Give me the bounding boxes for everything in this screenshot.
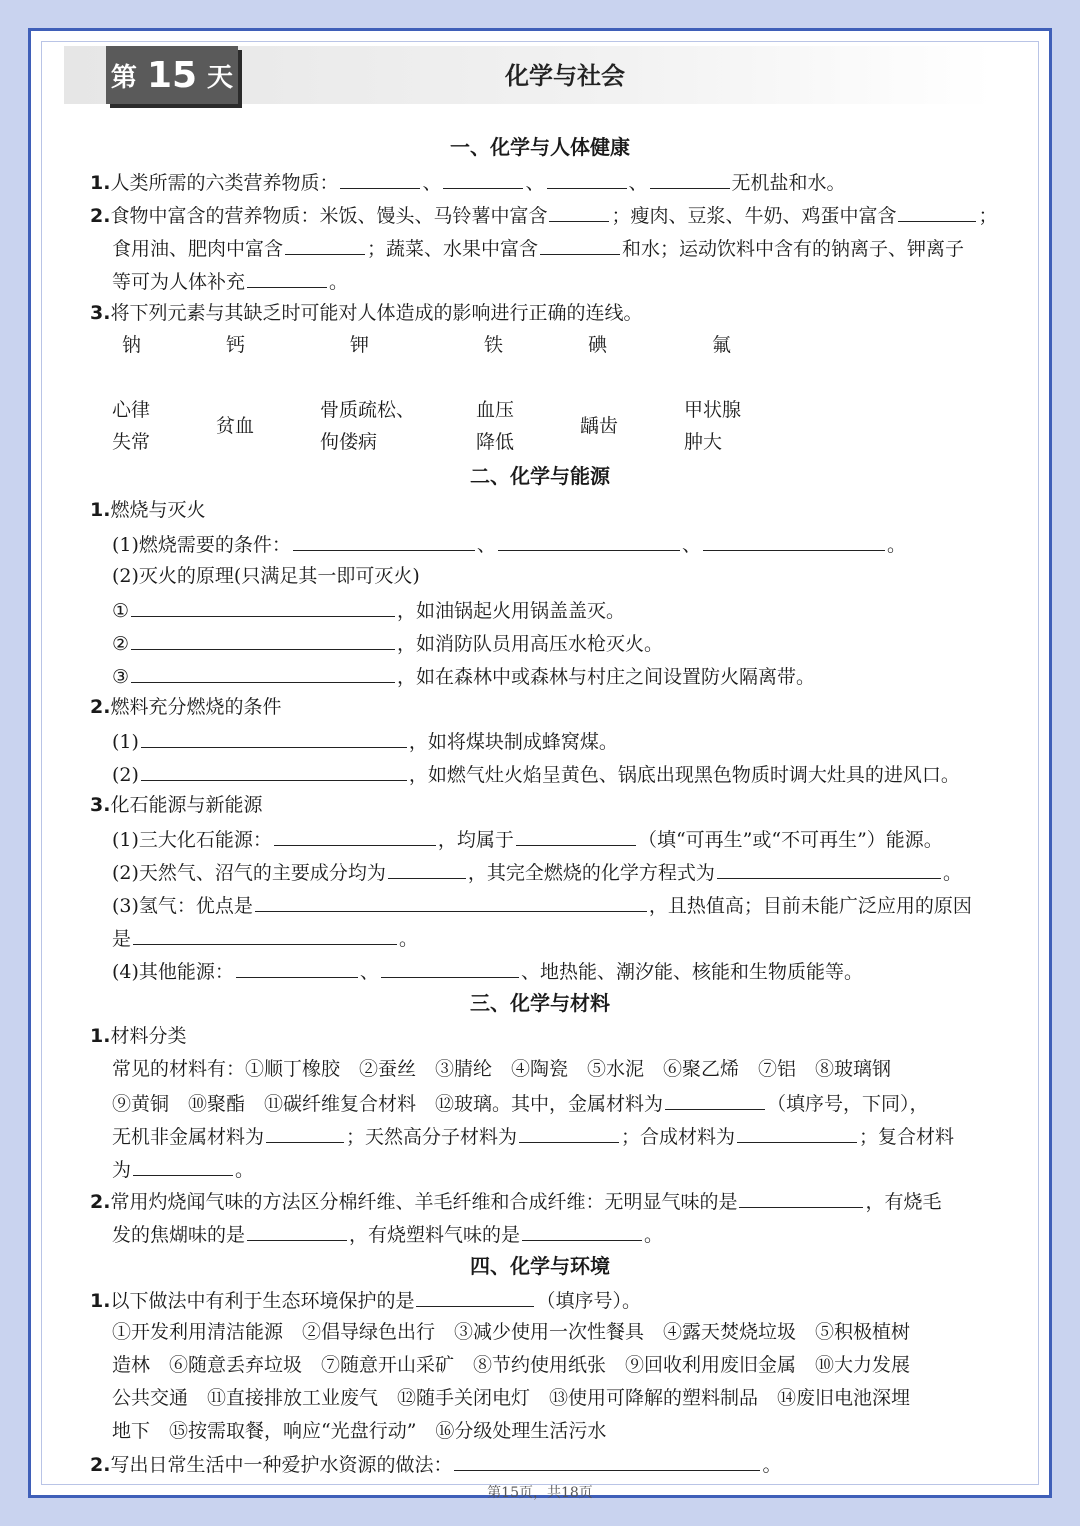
blank[interactable] xyxy=(898,201,976,222)
s4-q1-l1: ①开发利用清洁能源 ②倡导绿色出行 ③减少使用一次性餐具 ④露天焚烧垃圾 ⑤积极植树 xyxy=(112,1321,911,1343)
s4-q1-l4: 地下 ⑮按需取餐，响应“光盘行动” ⑯分级处理生活污水 xyxy=(112,1420,607,1442)
section-title-environment: 四、化学与环境 xyxy=(470,1254,610,1278)
blank[interactable] xyxy=(547,168,627,189)
effect-goiter[interactable]: 甲状腺 肿大 xyxy=(684,399,742,453)
s2-q3-1: (1)三大化石能源： ，均属于 （填“可再生”或“不可再生”）能源。 xyxy=(112,825,943,853)
blank[interactable] xyxy=(416,1286,534,1307)
day-prefix: 第 xyxy=(110,62,137,93)
s2-q3-2: (2)天然气、沼气的主要成分均为 ，其完全燃烧的化学方程式为 。 xyxy=(112,858,962,886)
blank[interactable] xyxy=(665,1089,765,1110)
blank[interactable] xyxy=(454,1450,760,1471)
s2-q2: 2.燃料充分燃烧的条件 xyxy=(90,696,282,718)
s1-q3: 3.将下列元素与其缺乏时可能对人体造成的影响进行正确的连线。 xyxy=(90,302,643,324)
page-footer: 第15页，共18页 xyxy=(487,1485,593,1501)
effect-osteoporosis[interactable]: 骨质疏松、 佝偻病 xyxy=(320,399,416,453)
blank[interactable] xyxy=(133,924,397,945)
s4-q2: 2.写出日常生活中一种爱护水资源的做法： 。 xyxy=(90,1450,781,1478)
s2-q1-m1: ① ，如油锅起火用锅盖盖灭。 xyxy=(112,596,625,624)
blank[interactable] xyxy=(141,760,407,781)
s1-q1: 1.人类所需的六类营养物质： 、 、 、 无机盐和水。 xyxy=(90,168,846,196)
day-suffix: 天 xyxy=(207,62,234,93)
blank[interactable] xyxy=(131,662,395,683)
s3-q1-l2: ⑨黄铜 ⑩聚酯 ⑪碳纤维复合材料 ⑫玻璃。其中，金属材料为 （填序号，下同）， xyxy=(112,1089,929,1117)
s2-q1-2: (2)灭火的原理(只满足其一即可灭火) xyxy=(112,565,420,587)
section-title-energy: 二、化学与能源 xyxy=(470,464,610,488)
day-badge xyxy=(106,46,238,104)
blank[interactable] xyxy=(247,1220,347,1241)
blank[interactable] xyxy=(443,168,523,189)
element-i[interactable]: 碘 xyxy=(588,334,608,356)
s3-q2-line1: 2.常用灼烧闻气味的方法区分棉纤维、羊毛纤维和合成纤维：无明显气味的是 ，有烧毛 xyxy=(90,1187,941,1215)
blank[interactable] xyxy=(274,825,436,846)
blank[interactable] xyxy=(519,1122,619,1143)
blank[interactable] xyxy=(381,957,519,978)
s3-q1-l4: 为 。 xyxy=(112,1155,254,1183)
blank[interactable] xyxy=(340,168,420,189)
blank[interactable] xyxy=(498,530,680,551)
blank[interactable] xyxy=(255,891,647,912)
blank[interactable] xyxy=(737,1122,857,1143)
blank[interactable] xyxy=(388,858,466,879)
element-fe[interactable]: 铁 xyxy=(484,334,504,356)
blank[interactable] xyxy=(285,234,365,255)
blank[interactable] xyxy=(141,727,407,748)
s2-q1: 1.燃烧与灭火 xyxy=(90,499,206,521)
s3-q1-l3: 无机非金属材料为 ；天然高分子材料为 ；合成材料为 ；复合材料 xyxy=(112,1122,954,1150)
s2-q2-1: (1) ，如将煤块制成蜂窝煤。 xyxy=(112,727,618,755)
s4-q1-l3: 公共交通 ⑪直接排放工业废气 ⑫随手关闭电灯 ⑬使用可降解的塑料制品 ⑭废旧电池深埋 xyxy=(112,1387,911,1409)
s2-q1-1: (1)燃烧需要的条件： 、 、 。 xyxy=(112,530,906,558)
section-title-materials: 三、化学与材料 xyxy=(470,991,610,1015)
s3-q2-line2: 发的焦煳味的是 ，有烧塑料气味的是 。 xyxy=(112,1220,663,1248)
effect-anemia[interactable]: 贫血 xyxy=(216,415,255,437)
effect-hypotension[interactable]: 血压 降低 xyxy=(476,399,515,453)
day-number: 15 xyxy=(146,54,198,96)
blank[interactable] xyxy=(236,957,358,978)
s2-q3-3b: 是 。 xyxy=(112,924,418,952)
element-f[interactable]: 氟 xyxy=(712,334,732,356)
s4-q1: 1.以下做法中有利于生态环境保护的是 （填序号）。 xyxy=(90,1286,641,1314)
blank[interactable] xyxy=(131,629,395,650)
page-title: 化学与社会 xyxy=(505,62,625,90)
blank[interactable] xyxy=(266,1122,344,1143)
element-ca[interactable]: 钙 xyxy=(226,334,246,356)
blank[interactable] xyxy=(516,825,636,846)
s2-q2-2: (2) ，如燃气灶火焰呈黄色、锅底出现黑色物质时调大灶具的进风口。 xyxy=(112,760,960,788)
blank[interactable] xyxy=(293,530,475,551)
s2-q1-m3: ③ ，如在森林中或森林与村庄之间设置防火隔离带。 xyxy=(112,662,815,690)
blank[interactable] xyxy=(739,1187,863,1208)
blank[interactable] xyxy=(717,858,941,879)
blank[interactable] xyxy=(133,1155,233,1176)
element-na[interactable]: 钠 xyxy=(122,334,142,356)
s3-q1: 1.材料分类 xyxy=(90,1025,187,1047)
blank[interactable] xyxy=(703,530,885,551)
blank[interactable] xyxy=(522,1220,642,1241)
element-k[interactable]: 钾 xyxy=(350,334,370,356)
blank[interactable] xyxy=(549,201,609,222)
s2-q3-4: (4)其他能源： 、 、地热能、潮汐能、核能和生物质能等。 xyxy=(112,957,863,985)
s2-q3: 3.化石能源与新能源 xyxy=(90,794,263,816)
s1-q2-line2: 食用油、肥肉中富含 ；蔬菜、水果中富含 和水；运动饮料中含有的钠离子、钾离子 xyxy=(112,234,964,262)
s1-q2-line3: 等可为人体补充 。 xyxy=(112,267,348,295)
s3-q1-l1: 常见的材料有：①顺丁橡胶 ②蚕丝 ③腈纶 ④陶瓷 ⑤水泥 ⑥聚乙烯 ⑦铝 ⑧玻璃钢 xyxy=(112,1058,892,1080)
blank[interactable] xyxy=(540,234,620,255)
s4-q1-l2: 造林 ⑥随意丢弃垃圾 ⑦随意开山采矿 ⑧节约使用纸张 ⑨回收利用废旧金属 ⑩大力发展 xyxy=(112,1354,911,1376)
s1-q2-line1: 2.食物中富含的营养物质：米饭、馒头、马铃薯中富含 ；瘦肉、豆浆、牛奶、鸡蛋中富含 ； xyxy=(90,201,998,229)
s2-q3-3: (3)氢气：优点是 ，且热值高；目前未能广泛应用的原因 xyxy=(112,891,972,919)
s2-q1-m2: ② ，如消防队员用高压水枪灭火。 xyxy=(112,629,663,657)
blank[interactable] xyxy=(247,267,327,288)
effect-arrhythmia[interactable]: 心律 失常 xyxy=(112,399,151,453)
effect-dental-caries[interactable]: 龋齿 xyxy=(580,415,619,437)
blank[interactable] xyxy=(131,596,395,617)
section-title-health: 一、化学与人体健康 xyxy=(450,135,630,159)
blank[interactable] xyxy=(650,168,730,189)
